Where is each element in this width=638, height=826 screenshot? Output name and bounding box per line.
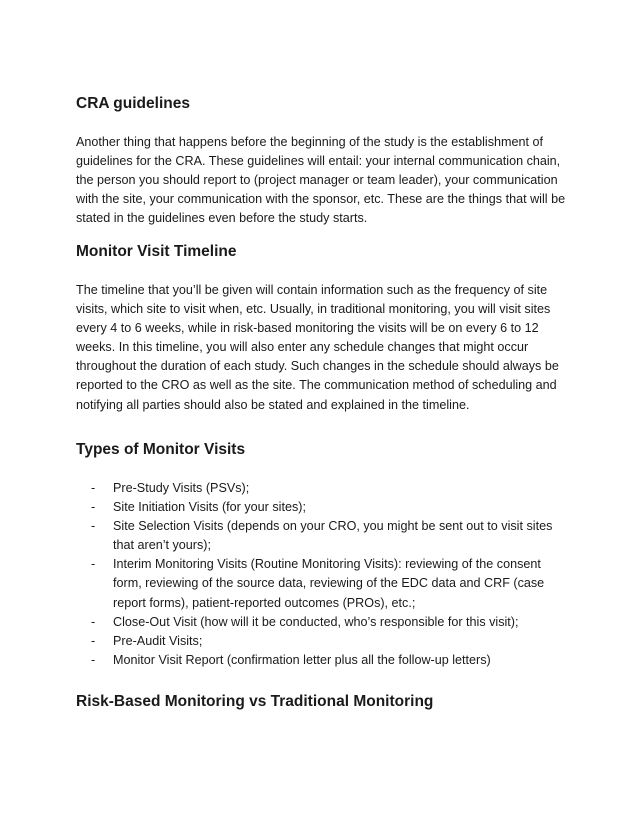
section-heading-risk-based-vs-traditional: Risk-Based Monitoring vs Traditional Monitoring bbox=[76, 693, 434, 710]
section-paragraph-monitor-visit-timeline: The timeline that you’ll be given will contain information such as the frequency of site visits, which site to visit when, etc. Usually, in traditional monitoring, you will visit sites every 4 to 6 weeks, while in risk-based monitoring the visits will be on every 6 to 12 weeks. In this timeline, you will also enter any schedule changes that might occur throughout the duration of each study. Such changes in the schedule should always be reported to the CRO as well as the site. The communication method of scheduling and notifying all parties should also be stated and explained in the timeline. bbox=[76, 283, 559, 412]
bullet-dash: - bbox=[91, 481, 96, 495]
list-item-text: Pre-Audit Visits; bbox=[113, 633, 203, 648]
bullet-dash: - bbox=[91, 519, 96, 534]
section-heading-types-of-monitor-visits: Types of Monitor Visits bbox=[76, 441, 246, 458]
list-item bbox=[91, 479, 571, 498]
bullet-dash: - bbox=[91, 633, 96, 648]
list-item bbox=[91, 517, 571, 555]
bullet-dash: - bbox=[91, 652, 96, 667]
section-heading-cra-guidelines: CRA guidelines bbox=[76, 95, 190, 112]
bullet-dash: - bbox=[91, 557, 96, 572]
list-item-text: Interim Monitoring Visits (Routine Monitoring Visits): reviewing of the consent form, reviewing of the source data, reviewing of the EDC data and CRF (case report forms), patient-reported outcomes (PROs), etc.; bbox=[113, 557, 545, 610]
list-item-text: Pre-Study Visits (PSVs); bbox=[113, 481, 250, 495]
list-item bbox=[91, 651, 571, 670]
bullet-dash: - bbox=[91, 500, 96, 515]
list-item bbox=[91, 555, 571, 612]
list-item bbox=[91, 613, 571, 632]
list-item bbox=[91, 632, 571, 651]
list-item-text: Site Selection Visits (depends on your CRO, you might be sent out to visit sites that aren’t yours); bbox=[113, 519, 553, 553]
monitor-visit-types-list bbox=[91, 479, 571, 670]
list-item-text: Close-Out Visit (how will it be conducted, who’s responsible for this visit); bbox=[113, 614, 519, 629]
list-item bbox=[91, 498, 571, 517]
section-paragraph-cra-guidelines: Another thing that happens before the beginning of the study is the establishment of guidelines for the CRA. These guidelines will entail: your internal communication chain, the person you should report to (project manager or team leader), your communication with the site, your communication with the sponsor, etc. These are the things that will be stated in the guidelines even before the study starts. bbox=[76, 135, 566, 226]
list-item-text: Monitor Visit Report (confirmation letter plus all the follow-up letters) bbox=[113, 652, 491, 667]
bullet-dash: - bbox=[91, 614, 96, 629]
list-item-text: Site Initiation Visits (for your sites); bbox=[113, 500, 306, 515]
section-heading-monitor-visit-timeline: Monitor Visit Timeline bbox=[76, 243, 237, 260]
